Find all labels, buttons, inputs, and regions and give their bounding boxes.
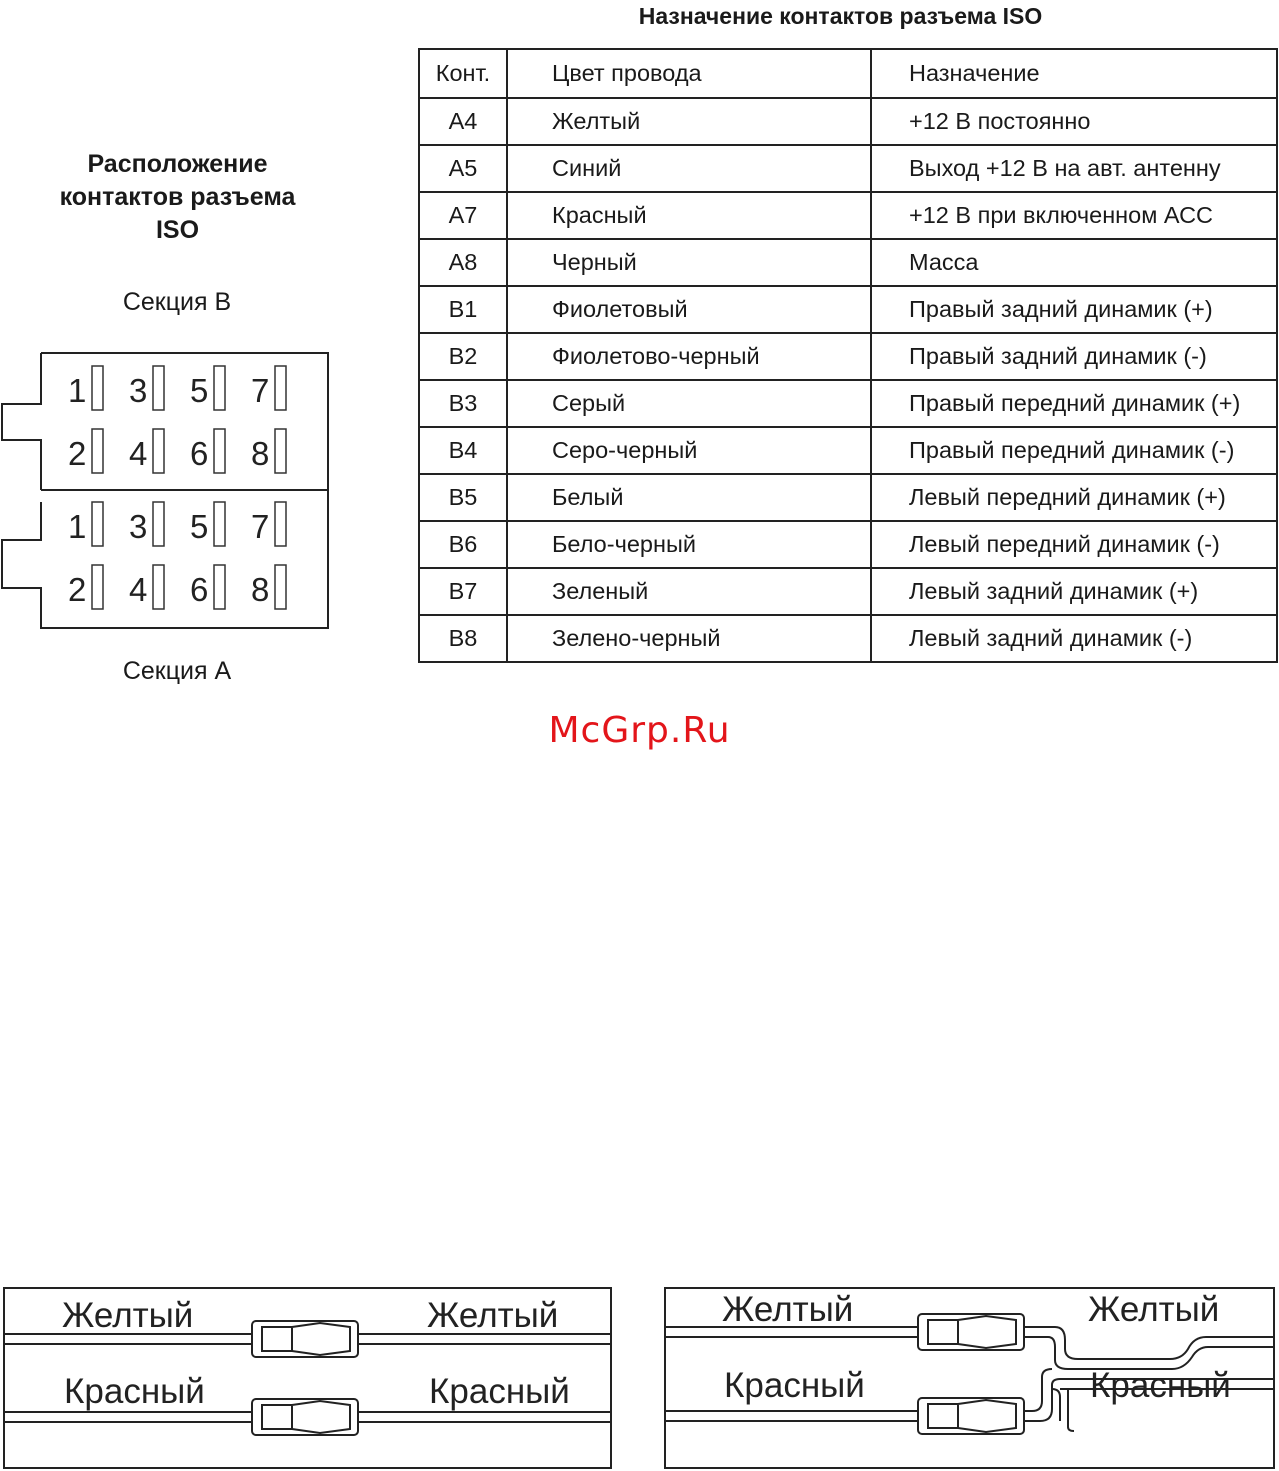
cell-wire-color: Зеленый xyxy=(507,568,871,615)
cell-wire-color: Желтый xyxy=(507,98,871,145)
pin-slot xyxy=(214,366,225,410)
pin-number: 5 xyxy=(190,372,209,409)
table-row xyxy=(419,192,1277,239)
cell-wire-color: Синий xyxy=(507,145,871,192)
wire-connector-bottom xyxy=(918,1398,1024,1434)
pin-slot xyxy=(153,429,164,473)
wire-label-red-right: Красный xyxy=(429,1372,570,1411)
cell-purpose: Выход +12 В на авт. антенну xyxy=(871,145,1277,192)
cell-purpose: Правый передний динамик (+) xyxy=(871,380,1277,427)
pin-number: 6 xyxy=(190,435,209,472)
cell-wire-color: Серо-черный xyxy=(507,427,871,474)
wiring-diagram-direct xyxy=(0,1285,620,1471)
section-a-label: Секция А xyxy=(122,657,232,685)
cell-contact: А8 xyxy=(419,239,507,286)
pin-slot xyxy=(214,429,225,473)
table-row xyxy=(419,286,1277,333)
cell-purpose: +12 В при включенном АСС xyxy=(871,192,1277,239)
wire-label-red-right: Красный xyxy=(1090,1366,1231,1405)
cell-purpose: Правый задний динамик (+) xyxy=(871,286,1277,333)
cell-wire-color: Красный xyxy=(507,192,871,239)
cell-contact: А7 xyxy=(419,192,507,239)
table-row xyxy=(419,333,1277,380)
table-row xyxy=(419,474,1277,521)
wire-label-red-left: Красный xyxy=(724,1366,865,1405)
table-row xyxy=(419,521,1277,568)
cell-purpose: +12 В постоянно xyxy=(871,98,1277,145)
wire-connector-top xyxy=(252,1321,358,1357)
wire-label-red-left: Красный xyxy=(64,1372,205,1411)
cell-wire-color: Фиолетовый xyxy=(507,286,871,333)
table-title: Назначение контактов разъема ISO xyxy=(638,3,1043,29)
cell-purpose: Левый передний динамик (-) xyxy=(871,521,1277,568)
wire-connector-top xyxy=(918,1314,1024,1350)
cell-wire-color: Фиолетово-черный xyxy=(507,333,871,380)
pin-slot xyxy=(92,565,103,609)
table-row xyxy=(419,380,1277,427)
cell-purpose: Левый задний динамик (-) xyxy=(871,615,1277,662)
wiring-diagram-crossed xyxy=(660,1285,1279,1471)
pin-assignment-table xyxy=(418,48,1278,663)
cell-purpose: Левый передний динамик (+) xyxy=(871,474,1277,521)
pin-slot xyxy=(153,366,164,410)
wire-label-yellow-left: Желтый xyxy=(62,1296,194,1335)
pin-slot xyxy=(275,366,286,410)
table-row xyxy=(419,568,1277,615)
cell-contact: В3 xyxy=(419,380,507,427)
cell-contact: В6 xyxy=(419,521,507,568)
pin-number: 8 xyxy=(251,571,270,608)
pin-number: 7 xyxy=(251,372,270,409)
cell-purpose: Масса xyxy=(871,239,1277,286)
cell-wire-color: Бело-черный xyxy=(507,521,871,568)
pin-slot xyxy=(275,565,286,609)
pin-slot xyxy=(275,502,286,546)
table-row xyxy=(419,615,1277,662)
header-purpose: Назначение xyxy=(871,49,1277,98)
watermark: McGrp.Ru xyxy=(548,710,731,751)
table-row xyxy=(419,98,1277,145)
pin-number: 3 xyxy=(129,508,148,545)
pin-number: 3 xyxy=(129,372,148,409)
cell-contact: В1 xyxy=(419,286,507,333)
cell-wire-color: Серый xyxy=(507,380,871,427)
cell-contact: А5 xyxy=(419,145,507,192)
pin-number: 5 xyxy=(190,508,209,545)
section-b-label: Секция В xyxy=(122,288,232,316)
pin-number: 1 xyxy=(68,372,87,409)
pin-slot xyxy=(214,565,225,609)
table-row xyxy=(419,427,1277,474)
pin-slot xyxy=(92,366,103,410)
cell-wire-color: Черный xyxy=(507,239,871,286)
cell-contact: В2 xyxy=(419,333,507,380)
table-row xyxy=(419,239,1277,286)
pin-slot xyxy=(153,502,164,546)
wire-label-yellow-right: Желтый xyxy=(427,1296,559,1335)
pin-number: 8 xyxy=(251,435,270,472)
cell-contact: А4 xyxy=(419,98,507,145)
header-contact: Конт. xyxy=(419,49,507,98)
pin-grid xyxy=(68,366,286,609)
cell-contact: В5 xyxy=(419,474,507,521)
pin-number: 7 xyxy=(251,508,270,545)
cell-contact: В7 xyxy=(419,568,507,615)
cell-purpose: Левый задний динамик (+) xyxy=(871,568,1277,615)
cell-contact: В4 xyxy=(419,427,507,474)
cell-contact: В8 xyxy=(419,615,507,662)
wire-label-yellow-right: Желтый xyxy=(1088,1290,1220,1329)
pin-slot xyxy=(153,565,164,609)
cell-wire-color: Белый xyxy=(507,474,871,521)
cell-wire-color: Зелено-черный xyxy=(507,615,871,662)
pin-number: 6 xyxy=(190,571,209,608)
cell-purpose: Правый передний динамик (-) xyxy=(871,427,1277,474)
wire-connector-bottom xyxy=(252,1399,358,1435)
connector-layout-title: Расположение контактов разъема ISO xyxy=(59,150,296,244)
table-header-row xyxy=(419,49,1277,98)
iso-connector-diagram xyxy=(0,340,340,640)
pin-number: 1 xyxy=(68,508,87,545)
header-wire-color: Цвет провода xyxy=(507,49,871,98)
pin-number: 2 xyxy=(68,571,87,608)
wire-label-yellow-left: Желтый xyxy=(722,1290,854,1329)
table-row xyxy=(419,145,1277,192)
pin-number: 2 xyxy=(68,435,87,472)
pin-slot xyxy=(214,502,225,546)
cell-purpose: Правый задний динамик (-) xyxy=(871,333,1277,380)
pin-slot xyxy=(92,502,103,546)
pin-slot xyxy=(275,429,286,473)
pin-number: 4 xyxy=(129,435,148,472)
pin-number: 4 xyxy=(129,571,148,608)
pin-slot xyxy=(92,429,103,473)
